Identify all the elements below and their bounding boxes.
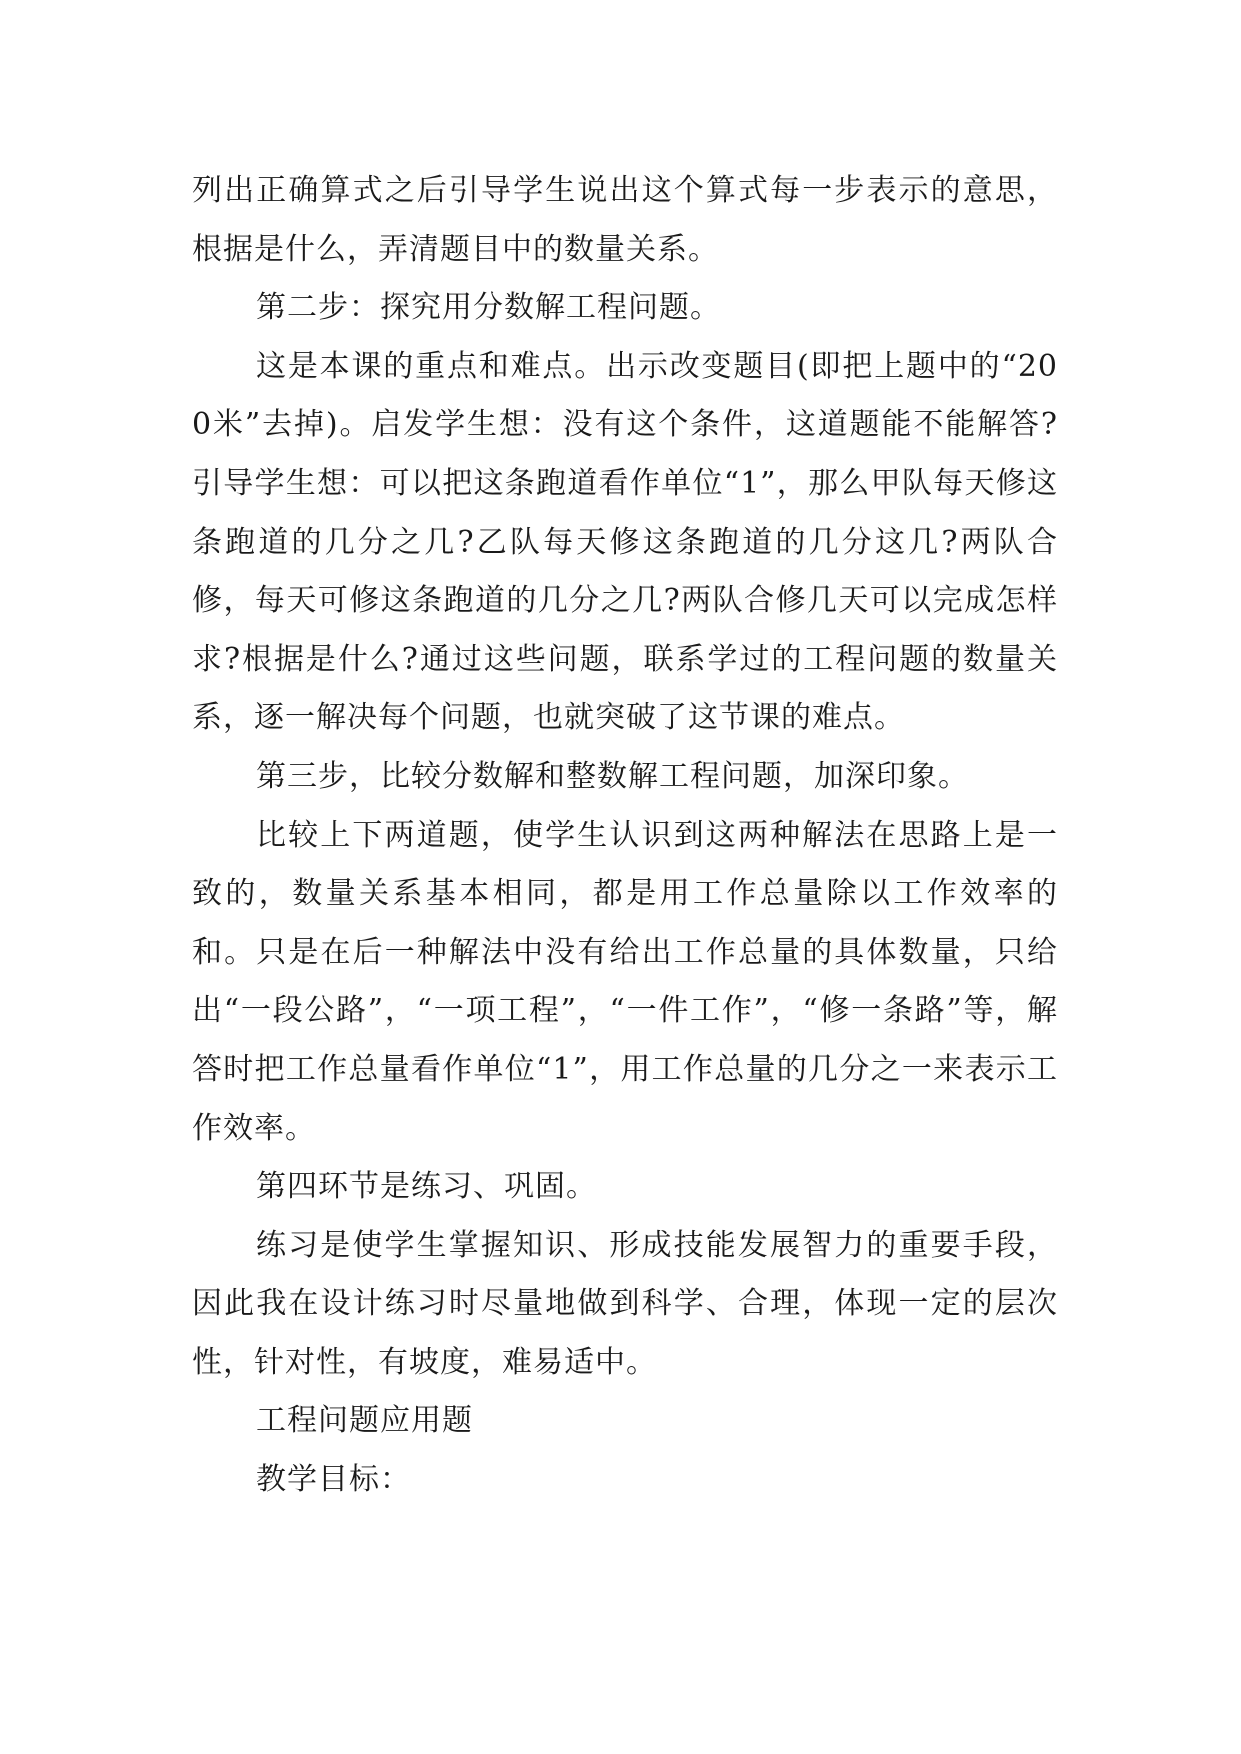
paragraph-3: 这是本课的重点和难点。出示改变题目(即把上题中的“200米”去掉)。启发学生想：没有这个条件，这道题能不能解答?引导学生想：可以把这条跑道看作单位“1”，那么甲队每天修这条跑道的几分之几?乙队每天修这条跑道的几分这几?两队合修，每天可修这条跑道的几分之几?两队合修几天可以完成怎样求?根据是什么?通过这些问题，联系学过的工程问题的数量关系，逐一解决每个问题，也就突破了这节课的难点。 — [192, 348, 1058, 736]
paragraph-4: 第三步，比较分数解和整数解工程问题，加深印象。 — [256, 758, 969, 794]
paragraph-8: 工程问题应用题 — [256, 1403, 473, 1439]
paragraph-1: 列出正确算式之后引导学生说出这个算式每一步表示的意思，根据是什么，弄清题目中的数量关系。 — [192, 173, 1058, 267]
paragraph-9: 教学目标： — [256, 1462, 411, 1498]
paragraph-6: 第四环节是练习、巩固。 — [256, 1169, 597, 1205]
document-page — [192, 162, 1058, 1510]
paragraph-2: 第二步：探究用分数解工程问题。 — [256, 290, 721, 326]
paragraph-7: 练习是使学生掌握知识、形成技能发展智力的重要手段，因此我在设计练习时尽量地做到科学、合理，体现一定的层次性，针对性，有坡度，难易适中。 — [192, 1227, 1058, 1380]
paragraph-5: 比较上下两道题，使学生认识到这两种解法在思路上是一致的，数量关系基本相同，都是用工作总量除以工作效率的和。只是在后一种解法中没有给出工作总量的具体数量，只给出“一段公路”，“一项工程”，“一件工作”，“修一条路”等，解答时把工作总量看作单位“1”，用工作总量的几分之一来表示工作效率。 — [192, 817, 1058, 1146]
